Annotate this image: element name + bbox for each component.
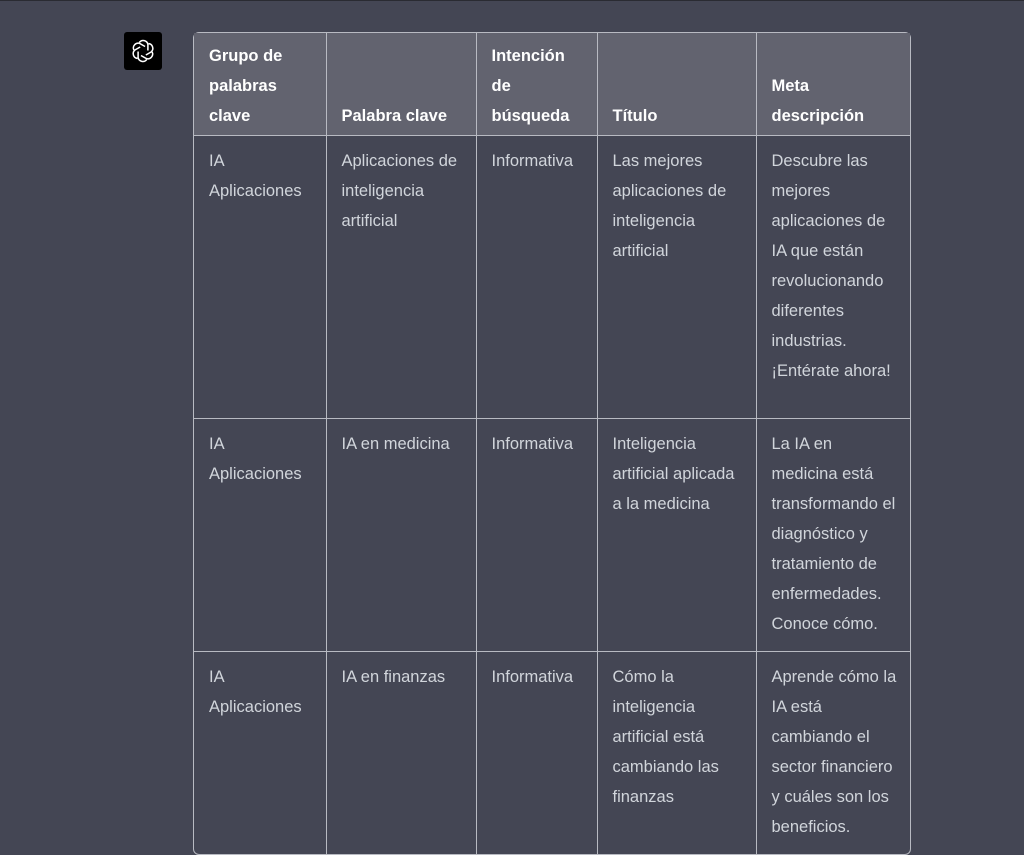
keyword-table-container	[193, 32, 911, 855]
cell-keyword: Aplicaciones de inteligencia artificial	[326, 135, 476, 418]
cell-keyword: IA en finanzas	[326, 651, 476, 854]
cell-keyword: IA en medicina	[326, 418, 476, 651]
assistant-avatar	[124, 32, 162, 70]
cell-meta-description: Descubre las mejores aplicaciones de IA que están revolucionando diferentes industrias. ¡Entérate ahora!	[756, 135, 910, 418]
header-keyword-group: Grupo de palabras clave	[194, 33, 326, 135]
cell-search-intent: Informativa	[476, 135, 597, 418]
cell-title: Cómo la inteligencia artificial está cambiando las finanzas	[597, 651, 756, 854]
table-row	[194, 135, 910, 418]
cell-keyword-group: IA Aplicaciones	[194, 651, 326, 854]
table-header-row	[194, 33, 910, 135]
keyword-table	[194, 33, 910, 854]
header-meta-description: Meta descripción	[756, 33, 910, 135]
header-keyword: Palabra clave	[326, 33, 476, 135]
header-search-intent: Intención de búsqueda	[476, 33, 597, 135]
cell-meta-description: Aprende cómo la IA está cambiando el sector financiero y cuáles son los beneficios.	[771, 667, 897, 836]
cell-search-intent: Informativa	[476, 418, 597, 651]
cell-title: Inteligencia artificial aplicada a la medicina	[597, 418, 756, 651]
cell-meta-description: La IA en medicina está transformando el diagnóstico y tratamiento de enfermedades. Conoce cómo.	[756, 418, 910, 651]
table-row	[194, 651, 910, 854]
table-header	[194, 33, 910, 135]
cell-keyword-group: IA Aplicaciones	[194, 418, 326, 651]
cell-search-intent: Informativa	[476, 651, 597, 854]
cell-keyword-group: IA Aplicaciones	[194, 135, 326, 418]
cell-title: Las mejores aplicaciones de inteligencia artificial	[597, 135, 756, 418]
table-body	[194, 135, 910, 854]
header-title: Título	[597, 33, 756, 135]
openai-logo-icon	[129, 37, 157, 65]
table-row	[194, 418, 910, 651]
